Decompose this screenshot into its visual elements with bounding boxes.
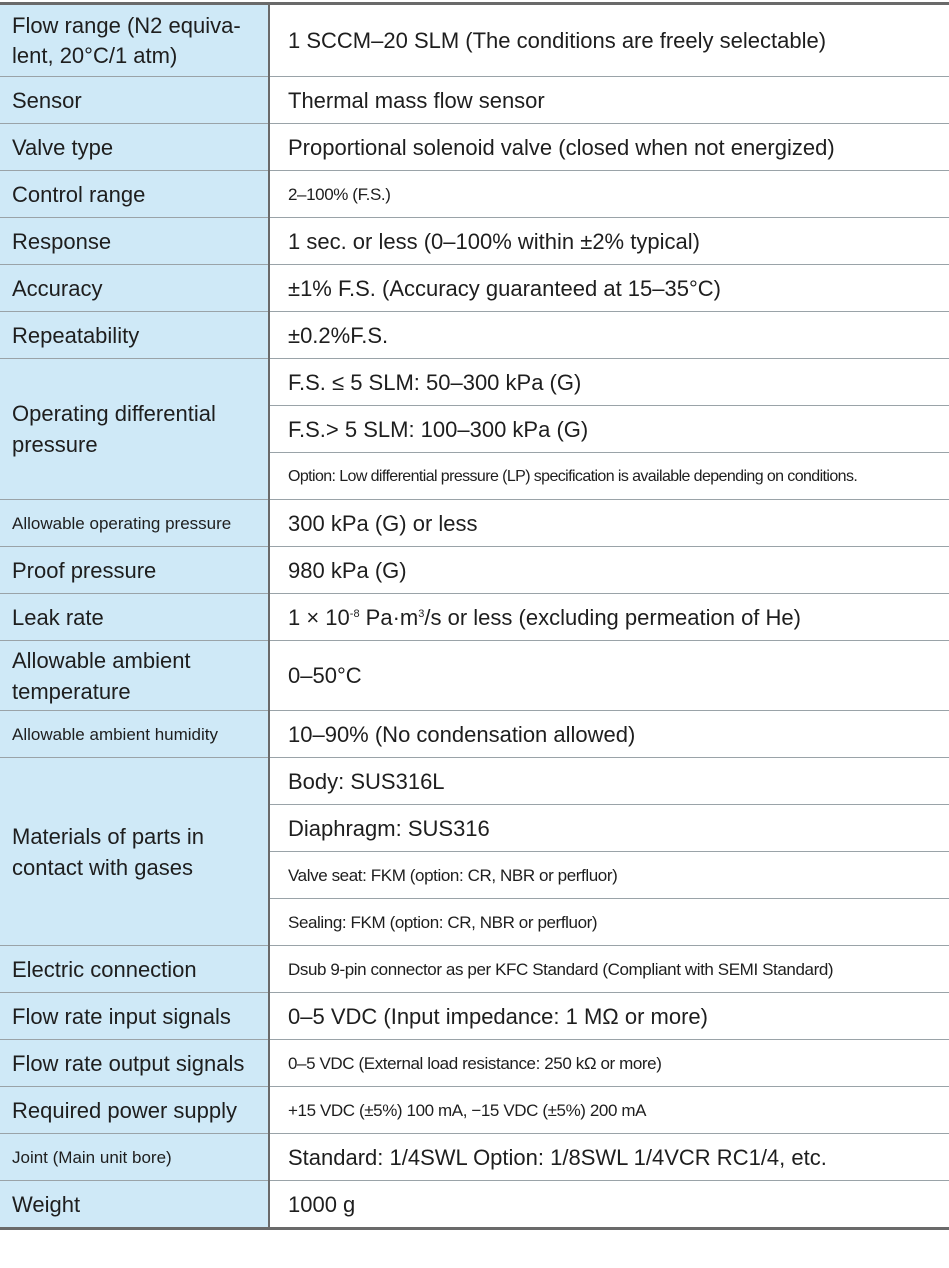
row-label-valve-type: Valve type bbox=[0, 124, 269, 171]
row-value-control-range: 2–100% (F.S.) bbox=[269, 171, 949, 218]
row-label-control-range: Control range bbox=[0, 171, 269, 218]
table-row bbox=[0, 758, 949, 805]
row-value-allowable-operating-pressure: 300 kPa (G) or less bbox=[269, 500, 949, 547]
row-value-valve-type: Proportional solenoid valve (closed when not energized) bbox=[269, 124, 949, 171]
row-label-joint: Joint (Main unit bore) bbox=[0, 1134, 269, 1181]
table-row bbox=[0, 1040, 949, 1087]
table-row bbox=[0, 124, 949, 171]
row-value-diff-pressure-option: Option: Low differential pressure (LP) specification is available depending on conditions. bbox=[269, 453, 949, 500]
row-value-joint: Standard: 1/4SWL Option: 1/8SWL 1/4VCR RC1/4, etc. bbox=[269, 1134, 949, 1181]
table-row bbox=[0, 265, 949, 312]
table-row bbox=[0, 4, 949, 77]
row-value-flow-output-signals: 0–5 VDC (External load resistance: 250 kΩ or more) bbox=[269, 1040, 949, 1087]
row-value-power-supply: +15 VDC (±5%) 100 mA, −15 VDC (±5%) 200 mA bbox=[269, 1087, 949, 1134]
row-label-allowable-operating-pressure: Allowable operating pressure bbox=[0, 500, 269, 547]
table-row bbox=[0, 1087, 949, 1134]
row-value-ambient-humidity: 10–90% (No condensation allowed) bbox=[269, 711, 949, 758]
table-row bbox=[0, 77, 949, 124]
row-value-sensor: Thermal mass flow sensor bbox=[269, 77, 949, 124]
leak-rate-pre: 1 × 10 bbox=[288, 604, 350, 630]
table-row bbox=[0, 359, 949, 406]
row-value-ambient-temperature: 0–50°C bbox=[269, 641, 949, 711]
table-row bbox=[0, 711, 949, 758]
table-row bbox=[0, 1134, 949, 1181]
table-row bbox=[0, 171, 949, 218]
row-label-flow-input-signals: Flow rate input signals bbox=[0, 993, 269, 1040]
leak-rate-mid: Pa·m bbox=[359, 604, 419, 630]
leak-rate-exponent: -8 bbox=[349, 607, 360, 620]
table-row bbox=[0, 1181, 949, 1229]
row-label-repeatability: Repeatability bbox=[0, 312, 269, 359]
table-row bbox=[0, 547, 949, 594]
row-label-response: Response bbox=[0, 218, 269, 265]
row-value-leak-rate bbox=[269, 594, 949, 641]
row-label-flow-output-signals: Flow rate output signals bbox=[0, 1040, 269, 1087]
table-row bbox=[0, 500, 949, 547]
row-label-proof-pressure: Proof pressure bbox=[0, 547, 269, 594]
row-value-accuracy: ±1% F.S. (Accuracy guaranteed at 15–35°C) bbox=[269, 265, 949, 312]
row-label-leak-rate: Leak rate bbox=[0, 594, 269, 641]
row-value-diff-pressure-2: F.S.> 5 SLM: 100–300 kPa (G) bbox=[269, 406, 949, 453]
table-row bbox=[0, 993, 949, 1040]
row-label-weight: Weight bbox=[0, 1181, 269, 1229]
row-label-ambient-humidity: Allowable ambient humidity bbox=[0, 711, 269, 758]
row-label-electric-connection: Electric connection bbox=[0, 946, 269, 993]
row-value-repeatability: ±0.2%F.S. bbox=[269, 312, 949, 359]
row-value-flow-range: 1 SCCM–20 SLM (The conditions are freely selectable) bbox=[269, 4, 949, 77]
row-label-accuracy: Accuracy bbox=[0, 265, 269, 312]
row-value-flow-input-signals: 0–5 VDC (Input impedance: 1 MΩ or more) bbox=[269, 993, 949, 1040]
table-row bbox=[0, 218, 949, 265]
row-value-weight: 1000 g bbox=[269, 1181, 949, 1229]
row-value-materials-valve-seat: Valve seat: FKM (option: CR, NBR or perfluor) bbox=[269, 852, 949, 899]
row-label-materials: Materials of parts in contact with gases bbox=[0, 758, 269, 946]
row-label-flow-range: Flow range (N2 equiva-lent, 20°C/1 atm) bbox=[0, 4, 269, 77]
row-value-response: 1 sec. or less (0–100% within ±2% typical) bbox=[269, 218, 949, 265]
table-row bbox=[0, 946, 949, 993]
table-row bbox=[0, 641, 949, 711]
table-row bbox=[0, 312, 949, 359]
row-value-materials-diaphragm: Diaphragm: SUS316 bbox=[269, 805, 949, 852]
leak-rate-cubic: 3 bbox=[418, 607, 425, 620]
row-value-materials-sealing: Sealing: FKM (option: CR, NBR or perfluor) bbox=[269, 899, 949, 946]
row-label-operating-differential-pressure: Operating differential pressure bbox=[0, 359, 269, 500]
row-label-power-supply: Required power supply bbox=[0, 1087, 269, 1134]
leak-rate-post: /s or less (excluding permeation of He) bbox=[424, 604, 801, 630]
spec-table bbox=[0, 2, 949, 1230]
row-value-proof-pressure: 980 kPa (G) bbox=[269, 547, 949, 594]
table-row bbox=[0, 594, 949, 641]
row-label-ambient-temperature: Allowable ambient temperature bbox=[0, 641, 269, 711]
row-value-diff-pressure-1: F.S. ≤ 5 SLM: 50–300 kPa (G) bbox=[269, 359, 949, 406]
row-value-electric-connection: Dsub 9-pin connector as per KFC Standard (Compliant with SEMI Standard) bbox=[269, 946, 949, 993]
row-value-materials-body: Body: SUS316L bbox=[269, 758, 949, 805]
row-label-sensor: Sensor bbox=[0, 77, 269, 124]
